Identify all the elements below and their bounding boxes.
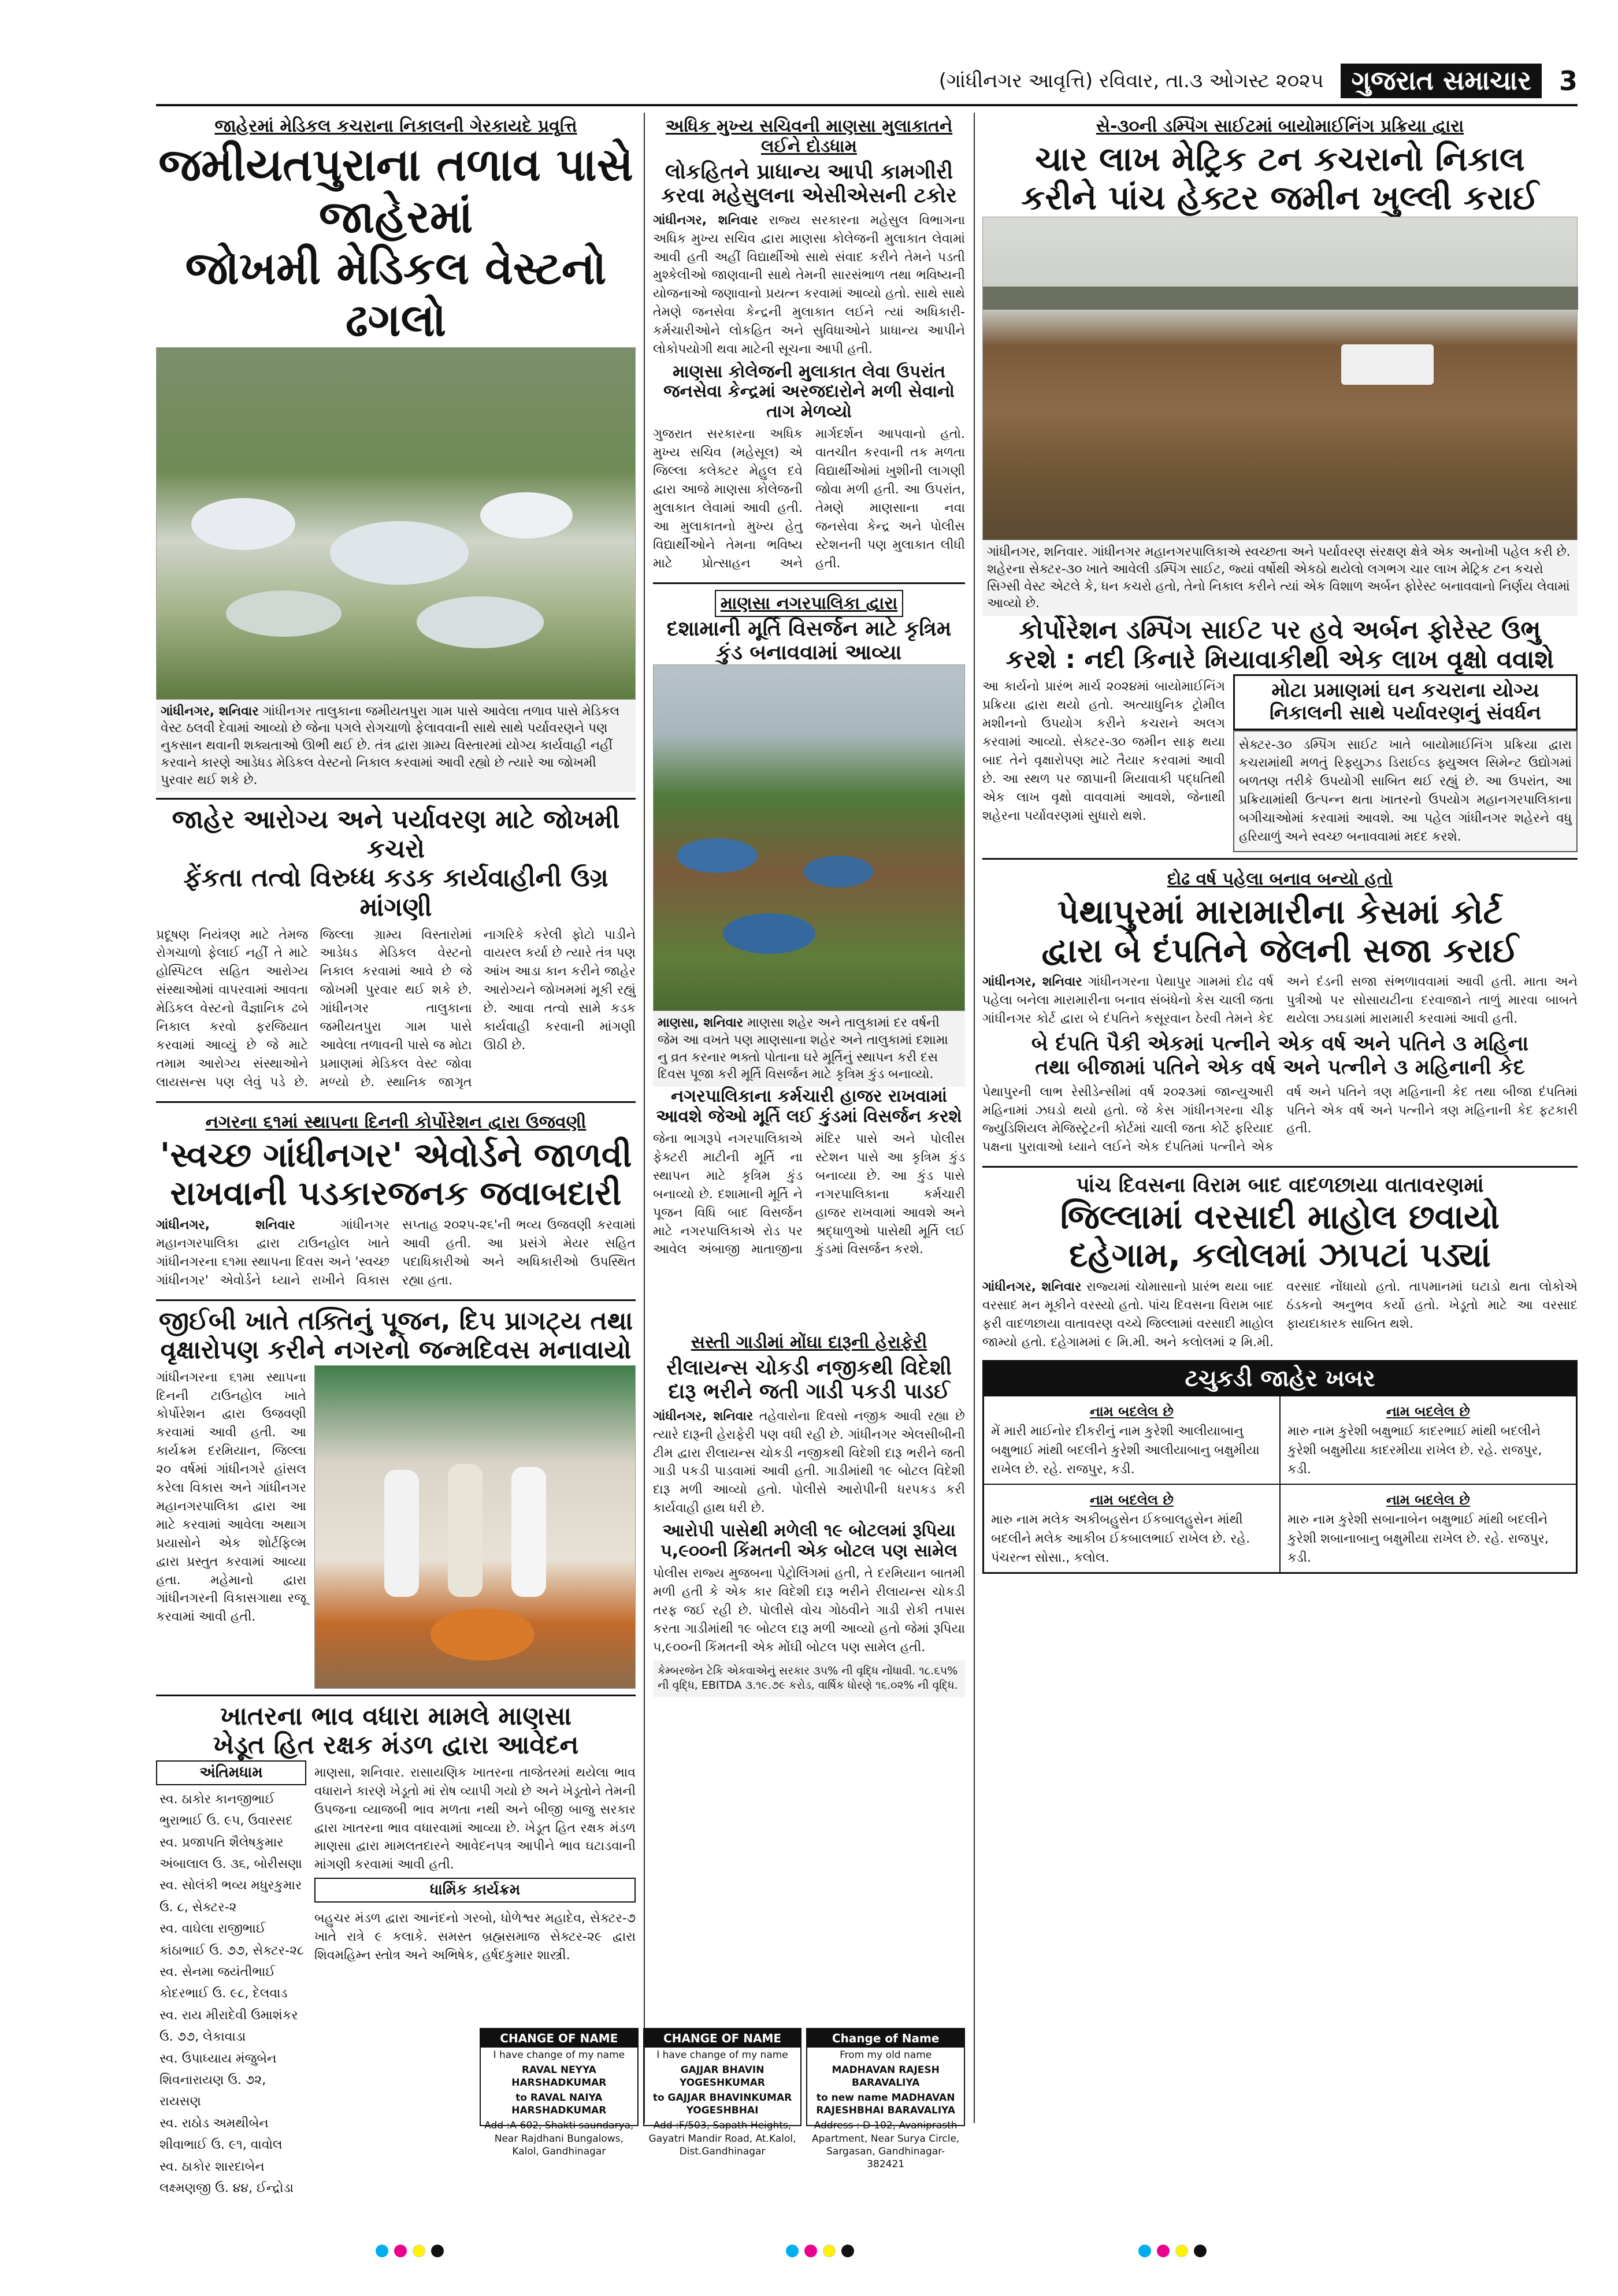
article-body: [982, 969, 1578, 1032]
black-dot: [841, 2245, 854, 2257]
cn-line: I have change of my name: [656, 2049, 788, 2061]
article-subhead: બે દંપતિ પૈકી એકમાં પત્નીને એક વર્ષ અને પતિને ૩ મહિના: [1031, 1031, 1529, 1056]
ad-cell: [1279, 1396, 1576, 1484]
photo-caption: [156, 700, 636, 792]
ceremony-photo: [314, 1365, 636, 1689]
dateline: ગાંધીનગર, શનિવાર: [653, 1409, 754, 1424]
registration-marks: [1138, 2245, 1207, 2257]
article-headline: જાહેર આરોગ્ય અને પર્યાવરણ માટે જોખમી કચરો: [172, 805, 620, 864]
article-headline: જમીયતપુરાના તળાવ પાસે જાહેરમાં: [158, 139, 633, 243]
sidebar-headline: મોટા પ્રમાણમાં ઘન કચરાના યોગ્ય નિકાલની સાથે પર્યાવરણનું સંવર્ધન: [1233, 674, 1578, 730]
article-subhead: આરોપી પાસેથી મળેલી ૧૯ બોટલમાં રૂપિયા ૫,૯૦૦ની કિંમતની એક બોટલ પણ સામેલ: [660, 1521, 958, 1561]
column-divider: [974, 113, 975, 2123]
article-headline: દશામાની મૂર્તિ વિસર્જન માટે કૃત્રિમ કુંડ બનાવવામાં આવ્યા: [666, 616, 952, 664]
article-kicker: સસ્તી ગાડીમાં મોંઘા દારૂની હેરાફેરી: [691, 1332, 927, 1353]
article-headline: ખાતરના ભાવ વધારા મામલે માણસા: [220, 1701, 572, 1731]
article-body: ગુજરાત સરકારના અધિક મુખ્ય સચિવ (મહેસૂલ) એ જિલ્લા કલેક્ટર મેહુલ દવે દ્વારા આજે માણસા કોલેજની મુલાકાત લેવામાં આવી હતી. આ મુલાકાતનો મુખ્ય હેતુ વિદ્યાર્થીઓને તેમના ભવિષ્ય માટે પ્રોત્સાહન અને માર્ગદર્શન આપવાનો હતો. વાતચીત કરવાની તક મળતા વિદ્યાર્થીઓમાં ખુશીની લાગણી જોવા મળી હતી. આ ઉપરાંત, તેમણે માણસાના નવા જનસેવા કેન્દ્ર અને પોલીસ સ્ટેશનની પણ મુલાકાત લીધી હતી.: [653, 427, 965, 571]
separator: [156, 798, 636, 800]
dateline: ગાંધીનગર, શનિવાર: [653, 213, 758, 228]
article-headline: રાખવાની પડકારજનક જવાબદારી: [170, 1173, 622, 1213]
article-headline: રીલાયન્સ ચોકડી નજીકથી વિદેશી: [666, 1356, 952, 1380]
dharmik-title: ધાર્મિક કાર્યક્રમ: [314, 1878, 636, 1903]
article-headline: દારૂ ભરીને જતી ગાડી પકડી પાડઈ: [668, 1380, 950, 1404]
article-body: આ કાર્યનો પ્રારંભ માર્ચ ૨૦૨૪માં બાયોમાઈનિંગ પ્રક્રિયા દ્વારા થયો હતો. અત્યાધુનિક ટ્રોમીલ મશીનનો ઉપયોગ કરીને કચરાને અલગ કરવામાં આવ્યો. સેક્ટર-૩૦ જમીન સાફ થયા બાદ તેને વૃક્ષારોપણ માટે તૈયાર કરવામાં આવી છે. આ સ્થળ પર જાપાની મિયાવાકી પદ્ધતિથી એક લાખ વૃક્ષો વાવવામાં આવશે, જેનાથી શહેરના પર્યાવરણમાં સુધારો થશે.: [982, 679, 1225, 823]
cn-address: Address : D-102, Avaniprasth Apartment, Near Surya Circle, Sargasan, Gandhinagar-382421: [812, 2120, 960, 2170]
obituary-item: સ્વ. સોલંકી ભવ્ય મધુરકુમાર ઉ. ૮, સેક્ટર-૨: [159, 1878, 302, 1915]
cn-line: I have change of my name: [493, 2049, 625, 2061]
article-subhead: માણસા કોલેજની મુલાકાત લેવા ઉપરાંત જનસેવા કેન્દ્રમાં અરજદારોને મળી સેવાનો તાગ મેળવ્યો: [663, 361, 955, 422]
article-body: [653, 208, 965, 362]
column-divider: [644, 113, 645, 2123]
caption-text: માણસા શહેર અને તાલુકામાં દર વર્ષની જેમ આ વખતે પણ માણસાના શહેર અને તાલુકામાં દશામા નુ વ્રત કરનાર ભક્તો પોતાના ઘરે મૂર્તિનું સ્થાપન કરી દસ દિવસ પૂજા કરી મૂર્તિ વિસર્જન માટે કૃત્રિમ કુંડ બનાવ્યો.: [658, 1016, 948, 1082]
obituary-box: [156, 1760, 306, 2199]
cn-new-name: to GAJJAR BHAVINKUMAR YOGESHBHAI: [652, 2092, 792, 2117]
change-of-name-ad: [480, 2028, 639, 2157]
ad-cell: [984, 1396, 1279, 1484]
article-text: ગાંધીનગરના પેથાપુર ગામમાં દોઢ વર્ષ પહેલા બનેલા મારામારીના બનાવ સંબંધેનો કેસ ચાલી જતા ગાંધીનગર કોર્ટ દ્વારા બે દંપતિને કસૂરવાન ઠેરવી તેમને કેદ અને દંડની સજા સંભળાવવામાં આવી હતી. માતા અને પુત્રીઓ પર સોસાયટીના દરવાજાને તાળું મારવા બાબતે થયેલા ઝઘડામાં મારામારી કરવામાં આવી હતી.: [982, 975, 1578, 1026]
article-headline: જીઈબી ખાતે તક્તિનું પૂજન, દિપ પ્રાગટ્ય તથા: [158, 1306, 633, 1336]
cn-title: Change of Name: [807, 2029, 964, 2048]
article-text: તહેવારોના દિવસો નજીક આવી રહ્યા છે ત્યારે દારૂની હેરાફેરી પણ વધી રહી છે. ગાંધીનગર એલસીબીની ટીમ દ્વારા રીલાયન્સ ચોકડી નજીકથી વિદેશી દારૂ ભરીને જતી ગાડી પકડી પાડવામાં આવી હતી. ગાડીમાંથી ૧૯ બોટલ વિદેશી દારૂ મળી આવ્યો હતો. પોલીસે આરોપીની ધરપકડ કરી કાર્યવાહી હાથ ધરી છે.: [653, 1409, 965, 1516]
cn-address: Add :F/503, Sapath Heights, Gayatri Mandir Road, At.Kalol, Dist.Gandhinagar: [648, 2120, 796, 2157]
article-body: જેના ભાગરૂપે નગરપાલિકાએ ફેક્ટરી માટીની મૂર્તિ ના સ્થાપન માટે કૃત્રિમ કુંડ બનાવ્યો છે. દશામાની મૂર્તિ ને પૂજન વિધિ બાદ વિસર્જન માટે નગરપાલિકાએ રોડ પર આવેલ અંબાજી માતાજીના મંદિર પાસે અને પોલીસ સ્ટેશન પાસે આ કૃત્રિમ કુંડ બનાવ્યા છે. આ કુંડ પાસે નગરપાલિકાના કર્મચારી હાજર રાખવામાં આવશે અને શ્રદ્ધાળુઓ પાસેથી મૂર્તિ લઈ કુંડમાં વિસર્જન કરશે.: [653, 1132, 965, 1257]
article-body: [653, 1404, 965, 1521]
change-of-name-strip: [480, 2028, 965, 2170]
magenta-dot: [394, 2245, 407, 2257]
dateline: ગાંધીનગર, શનિવાર: [982, 975, 1082, 990]
artificial-pond-photo: [653, 664, 965, 1011]
obituary-item: સ્વ. ઠાકોર કાનજીભાઈ ભુરાભાઈ ઉ. ૯૫, ઉવારસદ: [159, 1792, 293, 1829]
article-headline: પેથાપુરમાં મારામારીના કેસમાં કોર્ટ: [1057, 891, 1503, 931]
article-body: માણસા, શનિવાર. રાસાયણિક ખાતરના તાજેતરમાં થયેલા ભાવ વધારાને કારણે ખેડૂતો માં રોષ વ્યાપી ગયો છે અને ખેડૂતોને તેમની ઉપજના વ્યાજબી ભાવ મળતા નથી અને બીજી બાજુ સરકાર દ્વારા ખાતરના ભાવ વધારવામાં આવ્યા છે. ખેડૂત હિત રક્ષક મંડળ માણસા દ્વારા મામલતદારને આવેદનપત્ર આપીને ભાવ ઘટાડવાની માંગણી કરવામાં આવી હતી.: [314, 1765, 636, 1873]
article-kicker: જાહેરમાં મેડિકલ કચરાના નિકાલની ગેરકાયદે પ્રવૃત્તિ: [214, 116, 577, 136]
article-kicker: નગરના ૬૧માં સ્થાપના દિનની કોર્પોરેશન દ્વારા ઉજવણી: [205, 1112, 587, 1132]
obituary-title: અંતિમધામ: [156, 1760, 306, 1785]
separator: [982, 858, 1578, 860]
cn-new-name: to RAVAL NAIYA HARSHADKUMAR: [511, 2092, 607, 2117]
black-dot: [431, 2245, 444, 2257]
article-row: [156, 1365, 636, 1689]
obituary-item: સ્વ. વાઘેલા રાજીભાઈ કાંઠાભાઈ ઉ. ૭૭, સેક્ટર-૨૮: [159, 1922, 305, 1958]
article-headline: ફેંકતા તત્વો વિરુધ્ધ કડક કાર્યવાહીની ઉગ્ર માંગણી: [183, 863, 608, 922]
article-headline: ખેડૂત હિત રક્ષક મંડળ દ્વારા આવેદન: [213, 1730, 579, 1760]
obituary-item: સ્વ. રાય મીરાદેવી ઉમાશંકર ઉ. ૭૭, લેકાવાડા: [159, 2008, 298, 2045]
dharmik-body: બહુચર મંડળ દ્વારા આનંદનો ગરબો, ધોળેશ્વર મહાદેવ, સેક્ટર-૭ ખાતે રાત્રે ૯ કલાકે. સમસ્ત બ્રહ્મસમાજ સેક્ટર-૨૯ દ્વારા શિવમહિમ્ન સ્તોત્ર અને અભિષેક, હર્ષદકુમાર શાસ્ત્રી.: [314, 1911, 636, 1963]
cn-title: CHANGE OF NAME: [644, 2029, 801, 2048]
dateline: ગાંધીનગર, શનિવાર: [982, 1280, 1082, 1294]
liquor-story: [653, 1329, 965, 2022]
registration-marks: [786, 2245, 854, 2257]
obituary-item: સ્વ. ઉપાધ્યાય મંજુબેન શિવનારાયણ ઉ. ૭૨, રાયસણ: [159, 2051, 277, 2109]
article-headline: ચાર લાખ મેટ્રિક ટન કચરાનો નિકાલ: [1035, 139, 1525, 179]
article-kicker: માણસા નગરપાલિકા દ્વારા: [715, 590, 903, 617]
article-headline: લોકહિતને પ્રાધાન્ય આપી કામગીરી કરવા મહેસુલના એસીએસની ટકોર: [661, 160, 957, 208]
cn-line: From my old name: [840, 2049, 932, 2061]
sidebar-body: સેક્ટર-૩૦ ડમ્પિંગ સાઈટ ખાતે બાયોમાઈનિંગ પ્રક્રિયા દ્વારા કચરામાંથી મળતું રિફ્યુઝ્ડ ડિરાઈવ્ડ ફ્યુઅલ સિમેન્ટ ઉદ્યોગમાં બળતણ તરીકે ઉપયોગી સાબિત થઈ રહ્યું છે. આ ઉપરાંત, આ પ્રક્રિયામાંથી ઉત્પન્ન થતા ખાતરનો ઉપયોગ મહાનગરપાલિકાના બગીચાઓમાં કરવામાં આવશે. આ પહેલ ગાંધીનગર શહેરને વધુ હરિયાળું અને સ્વચ્છ બનાવવામાં મદદ કરશે.: [1233, 730, 1578, 852]
classified-ads: [982, 1360, 1578, 1574]
medical-waste-photo: [156, 347, 636, 700]
finance-note: કેમ્બરજેન ટેકિ એકવાએનું સરકાર ૩૫% ની વૃદ્ધિ નોંધાવી. ૧૮.૬૫% ની વૃદ્ધિ, EBITDA ૩.૧૯.૭૯ કરોડ, વાર્ષિક ધોરણે ૧૬.૦૨% ની વૃદ્ધિ.: [653, 1660, 965, 1697]
obituary-item: સ્વ. સેનમા જયંતીભાઈ કોદરભાઈ ઉ. ૯૮, દેલવાડ: [159, 1965, 288, 2001]
ad-text: મેં મારી માઈનોર દીકરીનું નામ કુરેશી આલીયાબાનુ બક્ષુભાઈ માંથી બદલીને કુરેશી આલીયાબાનુ બક્ષુમીયા રાખેલ છે. રહે. રાજપુર, કડી.: [991, 1424, 1260, 1477]
sidebar-box: [1233, 674, 1578, 852]
article-headline: કોર્પોરેશન ડમ્પિંગ સાઈટ પર હવે અર્બન ફોરેસ્ટ ઉભુ: [1019, 615, 1541, 645]
article-body: [156, 1213, 636, 1294]
edition-info: (ગાંધીનગર આવૃત્તિ) રવિવાર, તા.૩ ઓગસ્ટ ૨૦૨૫: [938, 69, 1324, 92]
article-headline: વૃક્ષારોપણ કરીને નગરનો જન્મદિવસ મનાવાયો: [160, 1335, 632, 1365]
ad-row: [984, 1395, 1576, 1484]
ad-section-label: નામ બદલેલ છે: [1090, 1491, 1174, 1508]
article-headline: દહેગામ, કલોલમાં ઝાપટાં પડ્યાં: [1069, 1235, 1491, 1275]
separator: [982, 1166, 1578, 1168]
article-text: રાજ્ય સરકારના મહેસુલ વિભાગના અધિક મુખ્ય સચિવ દ્વારા માણસા કોલેજની મુલાકાત લેવામાં આવી હતી અહીં વિદ્યાર્થીઓ સાથે સંવાદ કરીને તેમને પડતી મુશ્કેલીઓ જાણવાની સાથે તેમની સારસંભાળ તથા ભવિષ્યની યોજનાઓ જણાવાનો પ્રયત્ન કરવામાં આવ્યો હતો. સાથે સાથે તેમણે જનસેવા કેન્દ્રની મુલાકાત લઈને ત્યાં અધિકારી-કર્મચારીઓને લોકહિત અને સુવિધાઓને પ્રાધાન્ય આપીને લોકોપયોગી થવા માટેની સૂચના આપી હતી.: [653, 213, 965, 357]
cn-new-name: to new name MADHAVAN RAJESHBHAI BARAVALIYA: [816, 2092, 955, 2117]
dateline: માણસા, શનિવાર: [658, 1016, 744, 1031]
article-body: પેથાપુરની લાભ રેસીડેન્સીમાં વર્ષ ૨૦૨૩માં જાન્યુઆરી મહિનામાં ઝઘડો થયો હતો. જે કેસ ગાંધીનગરના ચીફ જ્યુડિશિયલ મેજિસ્ટ્રેટની કોર્ટમાં ચાલી જતા કોર્ટે ફરિયાદ પક્ષના પુરાવાઓ ધ્યાને લઈને એક દંપતિમાં પત્નીને એક વર્ષ અને પતિને ત્રણ મહિનાની કેદ તથા બીજા દંપતિમાં પતિને એક વર્ષ અને પત્નીને ત્રણ મહિનાની કેદ ફટકારી હતી.: [982, 1084, 1578, 1155]
top-rule: [156, 104, 1578, 106]
cyan-dot: [1138, 2245, 1151, 2257]
ad-row: [984, 1484, 1576, 1572]
article-subhead: નગરપાલિકાના કર્મચારી હાજર રાખવામાં આવશે જેઓ મૂર્તિ લઈ કુંડમાં વિસર્જન કરશે: [656, 1086, 962, 1127]
dumping-site-photo: [982, 217, 1578, 540]
separator: [653, 582, 965, 584]
ad-text: મારુ નામ કુરેશી સબાનાબેન બક્ષુભાઈ માંથી બદલીને કુરેશી શબાનાબાનુ બક્ષુમીયા રાખેલ છે. રહે. રાજપુર, કડી.: [1287, 1512, 1549, 1565]
article-body: પ્રદૂષણ નિયંત્રણ માટે તેમજ રોગચાળો ફેલાઈ નહીં તે માટે હોસ્પિટલ સહિત આરોગ્ય સંસ્થાઓમાં વાપરવામાં આવતા મેડિકલ વેસ્ટનો વૈજ્ઞાનિક ઢબે નિકાલ કરવો ફરજિયાત કરવામાં આવ્યું છે જે માટે તમામ આરોગ્ય સંસ્થાઓને લાયસન્સ પણ લેવું પડે છે. જિલ્લા ગ્રામ્ય વિસ્તારોમાં આડેધડ મેડિકલ વેસ્ટનો નિકાલ કરવામાં આવે છે જે જોખમી પુરવાર થઈ શકે છે. ગાંધીનગર તાલુકાના જમીયતપુરા ગામ પાસે આવેલા તળાવની પાસે જ મોટા પ્રમાણમાં મેડિકલ વેસ્ટ જોવા મળ્યો છે. સ્થાનિક જાગૃત નાગરિકે કરેલી ફોટો પાડીને વાયરલ કર્યા છે ત્યારે તંત્ર પણ આંખ આડા કાન કરીને જાહેર આરોગ્યને જોખમમાં મૂકી રહ્યું છે. આવા તત્વો સામે કડક કાર્યવાહી કરવાની માંગણી ઊઠી છે.: [156, 927, 636, 1090]
magenta-dot: [804, 2245, 817, 2257]
article-body: [982, 1275, 1578, 1355]
cn-old-name: RAVAL NEYYA HARSHADKUMAR: [511, 2064, 607, 2089]
article-subhead: તથા બીજામાં પતિને એક વર્ષ અને પત્નીને ૩ મહિનાની કેદ: [1035, 1056, 1525, 1080]
cyan-dot: [376, 2245, 388, 2257]
dateline: ગાંધીનગર, શનિવાર: [156, 1217, 295, 1232]
paper-name: ગુજરાત સમાચાર: [1341, 64, 1542, 98]
change-of-name-ad: [643, 2028, 802, 2157]
ad-section-label: નામ બદલેલ છે: [1090, 1403, 1174, 1420]
yellow-dot: [823, 2245, 836, 2257]
obituary-list: [156, 1789, 306, 2199]
magenta-dot: [1157, 2245, 1170, 2257]
classified-ads-title: ટચુકડી જાહેર ખબર: [984, 1362, 1576, 1395]
article-body: પોલીસ રાજ્ય મુજબના પેટ્રોલિંગમાં હતી, તે દરમિયાન બાતમી મળી હતી કે એક કાર વિદેશી દારૂ ભરીને રીલાયન્સ ચોકડી તરફ જઈ રહી છે. પોલીસે વોચ ગોઠવીને ગાડી રોકી તપાસ કરતા ગાડીમાંથી ૧૯ બોટલ દારૂ મળી આવ્યો હતો જેમાં રૂપિયા ૫,૯૦૦ની કિંમતની એક મોંઘી બોટલ પણ સામેલ હતી.: [653, 1566, 965, 1655]
yellow-dot: [413, 2245, 425, 2257]
article-body: ગાંધીનગરના ૬૧મા સ્થાપના દિનની ટાઉનહોલ ખાતે કોર્પોરેશન દ્વારા ઉજવણી કરવામાં આવી હતી. આ કાર્યક્રમ દરમિયાન, જિલ્લા ૨૦ વર્ષમાં ગાંધીનગરે હાંસલ કરેલા વિકાસ અને ગાંધીનગર મહાનગરપાલિકા દ્વારા આ માટે કરવામાં આવેલા અથાગ પ્રયાસોને એક શોર્ટફિલ્મ દ્વારા પ્રસ્તુત કરવામાં આવ્યા હતા. મહેમાનો દ્વારા ગાંધીનગરની વિકાસગાથા રજૂ કરવામાં આવી હતી.: [156, 1370, 306, 1625]
article-body: ગાંધીનગર તાલુકાના જમીયતપુરા ગામ પાસે આવેલા તળાવ પાસે મેડિકલ વેસ્ટ ઠલવી દેવામાં આવ્યો છે જેના પગલે રોગચાળો ફેલાવવાની સાથે સાથે પર્યાવરણને પણ નુકસાન થવાની શક્યતાઓ ઊભી થઈ છે. તંત્ર દ્વારા ગ્રામ્ય વિસ્તારમાં યોગ્ય કાર્યવાહી નહીં કરવાને કારણે આડેધડ મેડિકલ વેસ્ટનો નિકાલ કરવામાં આવી રહ્યો છે ત્યારે આ જોખમી પુરવાર થઈ શકે છે.: [161, 704, 620, 787]
article-text: ગાંધીનગર મહાનગરપાલિકા દ્વારા ટાઉનહોલ ખાતે ગાંધીનગરના ૬૧મા સ્થાપના દિવસ અને 'સ્વચ્છ ગાંધીનગર' એવોર્ડને ધ્યાને રાખીને વિકાસ સપ્તાહ ૨૦૨૫-૨૬'ની ભવ્ય ઉજવણી કરવામાં આવી હતી. આ પ્રસંગે મેયર સહિત પદાધિકારીઓ અને અધિકારીઓ ઉપસ્થિત રહ્યા હતા.: [156, 1217, 636, 1288]
black-dot: [1194, 2245, 1207, 2257]
cn-old-name: GAJJAR BHAVIN YOGESHKUMAR: [679, 2064, 766, 2089]
cn-title: CHANGE OF NAME: [481, 2029, 637, 2048]
obituary-item: સ્વ. રાઠોડ અમથીબેન શીવાભાઈ ઉ. ૯૧, વાવોલ: [159, 2116, 283, 2153]
page-number: 3: [1558, 65, 1578, 96]
separator: [156, 1695, 636, 1696]
change-of-name-ad: [806, 2028, 965, 2170]
article-headline: દ્વારા બે દંપતિને જેલની સજા કરાઈ: [1041, 930, 1519, 970]
ad-cell: [1279, 1485, 1576, 1572]
article-headline: કરીને પાંચ હેક્ટર જમીન ખુલ્લી કરાઈ: [1021, 177, 1539, 217]
separator: [156, 1299, 636, 1301]
registration-marks: [376, 2245, 444, 2257]
article-kicker-large: પાંચ દિવસના વિરામ બાદ વાદળછાયા વાતાવરણમાં: [1076, 1173, 1484, 1198]
obituary-item: સ્વ. પ્રજાપતિ શૈલેષકુમાર અંબાલાલ ઉ. ૩૬, બોરીસણા: [159, 1835, 302, 1872]
obituary-item: સ્વ. ઠાકોર શારદાબેન લક્ષ્મણજી ઉ. ૪૪, ઈન્દ્રોડા: [159, 2159, 294, 2195]
article-text: રાજ્યમાં ચોમાસાનો પ્રારંભ થયા બાદ વરસાદ મન મૂકીને વરસ્યો હતો. પાંચ દિવસના વિરામ બાદ ફરી વાદળછાયા વાતાવરણ વચ્ચે જિલ્લામાં વરસાદી માહોલ જામ્યો હતો. દહેગામમાં ૯ મિ.મી. અને કલોલમાં ૨ મિ.મી. વરસાદ નોંધાયો હતો. તાપમાનમાં ઘટાડો થતા લોકોએ ઠંડકનો અનુભવ કર્યો હતો. ખેડૂતો માટે આ વરસાદ ફાયદાકારક સાબિત થશે.: [982, 1280, 1578, 1350]
cn-old-name: MADHAVAN RAJESH BARAVALIYA: [832, 2064, 940, 2089]
yellow-dot: [1175, 2245, 1188, 2257]
ad-text: મારુ નામ કુરેશી બક્ષુભાઈ કાદરભાઈ માંથી બદલીને કુરેશી બક્ષુમીયા કાદરમીયા રાખેલ છે. રહે. રાજપુર, કડી.: [1287, 1424, 1542, 1477]
masthead: [156, 61, 1578, 101]
dateline: ગાંધીનગર, શનિવાર: [161, 704, 259, 719]
article-kicker: અધિક મુખ્ય સચિવની માણસા મુલાકાતને લઈને દોડધામ: [665, 116, 953, 157]
photo-caption: [653, 1011, 965, 1087]
ad-section-label: નામ બદલેલ છે: [1386, 1491, 1470, 1508]
article-headline: કરશે : નદી કિનારે મિયાવાકીથી એક લાખ વૃક્ષો વવાશે: [1005, 644, 1554, 674]
article-headline: 'સ્વચ્છ ગાંધીનગર' એવોર્ડને જાળવી: [159, 1135, 632, 1175]
ad-text: મારુ નામ મલેક અકીબહુસેન ઈકબાલહુસેન માંથી બદલીને મલેક આકીબ ઈકબાલભાઈ રાખેલ છે. રહે. પંચરત્ન સોસા., કલોલ.: [991, 1512, 1250, 1565]
article-kicker: દોઢ વર્ષ પહેલા બનાવ બન્યો હતો: [1167, 868, 1393, 889]
article-kicker: સે-૩૦ની ડમ્પિંગ સાઈટમાં બાયોમાઈનિંગ પ્રક્રિયા દ્વારા: [1096, 116, 1464, 136]
article-row: [982, 674, 1578, 852]
cyan-dot: [786, 2245, 799, 2257]
column-right: [982, 113, 1578, 2123]
separator: [156, 1101, 636, 1103]
article-headline: જોખમી મેડિકલ વેસ્ટનો ઢગલો: [185, 243, 607, 347]
cn-address: Add :A-602, Shakti saundarya, Near Rajdhani Bungalows, Kalol, Gandhinagar: [484, 2120, 634, 2157]
ad-cell: [984, 1485, 1279, 1572]
article-headline: જિલ્લામાં વરસાદી માહોલ છવાયો: [1060, 1197, 1500, 1236]
ad-section-label: નામ બદલેલ છે: [1386, 1403, 1470, 1420]
photo-caption: ગાંધીનગર, શનિવાર. ગાંધીનગર મહાનગરપાલિકાએ સ્વચ્છતા અને પર્યાવરણ સંરક્ષણ ક્ષેત્રે એક અનોખી પહેલ કરી છે. શહેરના સેક્ટર-૩૦ ખાતે આવેલી ડમ્પિંગ સાઈટ, જ્યાં વર્ષોથી એકઠો થયેલો લગભગ ચાર લાખ મેટ્રિક ટન કચરો સિગ્સી વેસ્ટ એટલે કે, ધન કચરો હતો, તેનો નિકાલ કરીને ત્યાં એક વિશાળ અર્બન ફોરેસ્ટ બનાવવાનો નિર્ણય લેવામાં આવ્યો છે.: [982, 540, 1578, 616]
